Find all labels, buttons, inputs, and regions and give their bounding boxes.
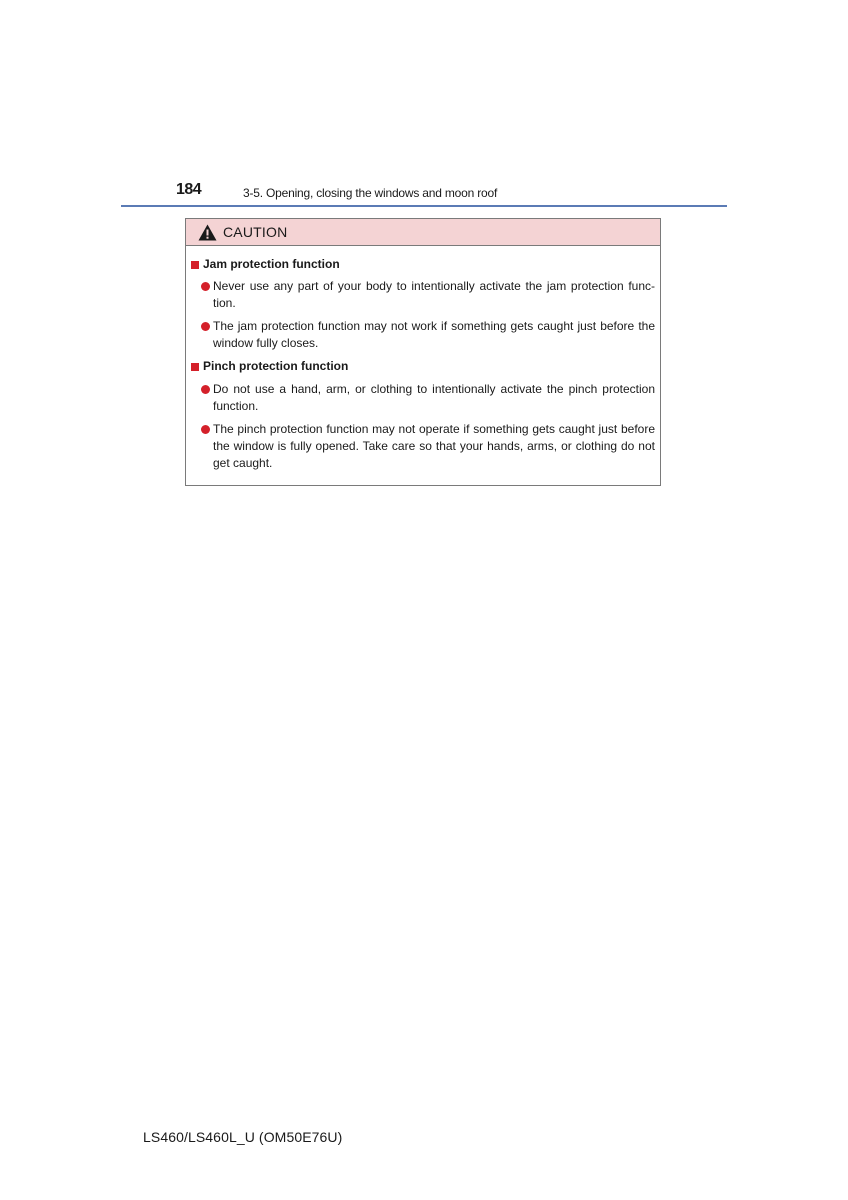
footer-model-code: LS460/LS460L_U (OM50E76U) [143, 1129, 343, 1145]
list-item [201, 421, 657, 472]
section-jam-protection [190, 256, 340, 273]
section-title: 3-5. Opening, closing the windows and moon roof [243, 186, 498, 200]
caution-header [186, 219, 660, 246]
list-item-text: The jam protection function may not work if something gets caught just before the window fully closes. [213, 319, 655, 350]
red-square-bullet-icon [191, 363, 199, 371]
red-square-bullet-icon [191, 261, 199, 269]
red-dot-bullet-icon [201, 425, 210, 434]
caution-box [185, 218, 661, 486]
list-item-text: Never use any part of your body to intentionally activate the jam protection func-tion. [213, 279, 655, 310]
header-divider [121, 205, 727, 207]
list-item [201, 318, 657, 352]
red-dot-bullet-icon [201, 385, 210, 394]
red-dot-bullet-icon [201, 282, 210, 291]
caution-label: CAUTION [223, 224, 288, 240]
warning-triangle-icon [198, 224, 217, 241]
page-number: 184 [176, 181, 202, 198]
list-item [201, 278, 657, 312]
section-pinch-protection [190, 358, 348, 375]
list-item-text: Do not use a hand, arm, or clothing to intentionally activate the pinch protection function. [213, 382, 655, 413]
list-item [201, 381, 657, 415]
red-dot-bullet-icon [201, 322, 210, 331]
list-item-text: The pinch protection function may not operate if something gets caught just before the window is fully opened. Take care so that your hands, arms, or clothing do not get caught. [213, 422, 655, 470]
section-heading: Pinch protection function [203, 359, 349, 373]
section-heading: Jam protection function [203, 257, 340, 271]
